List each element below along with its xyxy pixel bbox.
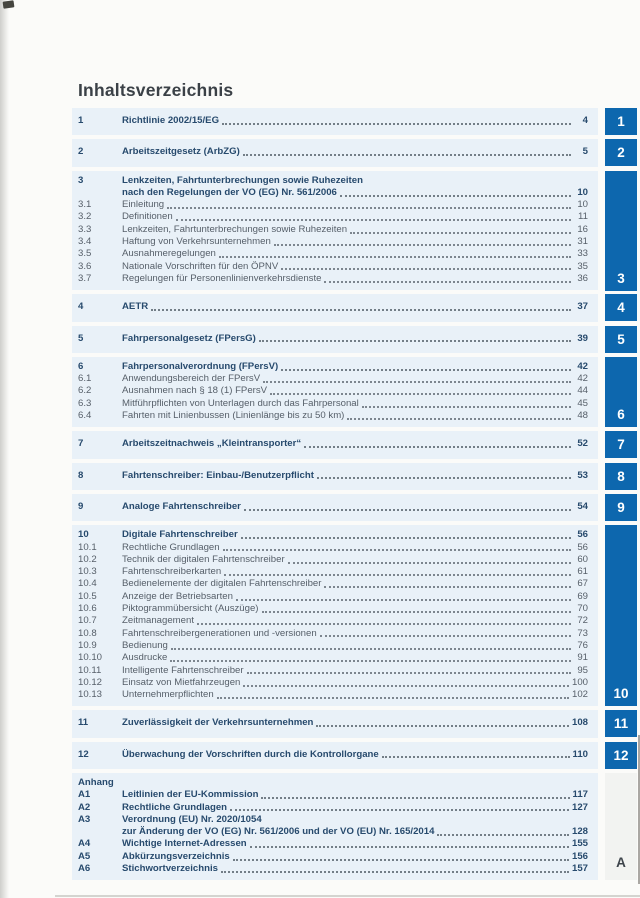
toc-entry-page: 61 [577, 566, 588, 578]
toc-entry-page: 72 [577, 615, 588, 627]
toc-entry-10.4 [78, 578, 588, 590]
toc-entry-A4 [78, 838, 588, 850]
toc-entry-3.4 [78, 236, 588, 248]
toc-block-A [72, 773, 598, 880]
toc-entry-line [78, 689, 588, 701]
toc-entry-number: 10.12 [78, 676, 103, 688]
toc-entry-title: Intelligente Fahrtenschreiber [122, 664, 244, 676]
toc-entry-number: 10.4 [78, 578, 97, 590]
toc-entry-title: Anwendungsbereich der FPersV [122, 373, 261, 385]
toc-entry-number: A4 [78, 838, 91, 850]
toc-entry-line [78, 301, 588, 313]
dot-leader [320, 635, 571, 637]
toc-entry-line [78, 578, 588, 590]
toc-entry-line [78, 851, 588, 863]
toc-entry-number: 10.1 [78, 541, 97, 553]
toc-entry-line [78, 677, 588, 689]
dot-leader [171, 648, 571, 650]
toc-entry-page: 11 [578, 211, 588, 223]
toc-entry-10.11 [78, 665, 588, 677]
toc-entry-page: 157 [571, 863, 588, 875]
toc-entry-12 [78, 749, 588, 761]
toc-entry-title: Lenkzeiten, Fahrtunterbrechungen sowie Ruhezeiten [122, 223, 348, 235]
toc-entry-Anhang [78, 777, 588, 789]
toc-entry-title: Haftung von Verkehrsunternehmen [122, 236, 271, 248]
dot-leader [340, 195, 571, 197]
scan-left-edge-shadow [0, 0, 9, 898]
toc-block-3 [72, 171, 598, 291]
dot-leader [281, 268, 571, 270]
toc-entry-number-spacer [78, 187, 122, 199]
toc-entry-number: 10.8 [78, 627, 97, 639]
toc-entry-number: 9 [78, 500, 84, 512]
toc-entry-page: 37 [577, 301, 588, 313]
toc-entry-number: 10.9 [78, 639, 97, 651]
toc-entry-number: 3.5 [78, 248, 92, 260]
toc-entry-page: 36 [577, 272, 588, 284]
toc-entry-title: Fahrtenschreibergenerationen und -versionen [122, 627, 317, 639]
toc-entry-page: 31 [577, 236, 588, 248]
toc-entry-line [78, 640, 588, 652]
toc-entry-page: 53 [577, 469, 588, 481]
dot-leader [274, 244, 571, 246]
toc-entry-line [78, 501, 588, 513]
dot-leader [230, 809, 569, 811]
toc-entry-6 [78, 361, 588, 373]
dot-leader [347, 418, 571, 420]
chapter-tab-9: 9 [605, 494, 637, 521]
toc-entry-number: 5 [78, 332, 84, 344]
dot-leader [176, 219, 571, 221]
dot-leader [243, 154, 571, 156]
dot-leader [236, 599, 571, 601]
page-title: Inhaltsverzeichnis [78, 80, 234, 100]
toc-entry-10 [78, 529, 588, 541]
toc-entry-number: 10.11 [78, 664, 102, 676]
toc-entry-number: 3.3 [78, 223, 92, 235]
dot-leader [221, 871, 569, 873]
dot-leader [382, 756, 570, 758]
toc-entry-page: 70 [577, 603, 588, 615]
toc-entry-number: A3 [78, 813, 91, 825]
toc-block-4 [72, 294, 598, 321]
toc-entry-line [78, 749, 588, 761]
toc-entry-line [78, 248, 588, 260]
toc-entry-10.9 [78, 640, 588, 652]
toc-entry-title-continued: nach den Regelungen der VO (EG) Nr. 561/2006 [122, 186, 337, 198]
toc-entry-title: Verordnung (EU) Nr. 2020/1054 [122, 813, 262, 825]
toc-entry-page: 16 [577, 223, 588, 235]
toc-entry-number: 4 [78, 301, 84, 313]
chapter-tab-10: 10 [605, 525, 637, 706]
dot-leader [241, 537, 571, 539]
toc-entry-title-continued: zur Änderung der VO (EG) Nr. 561/2006 und der VO (EU) Nr. 165/2014 [122, 826, 435, 838]
toc-entry-title: Mitführpflichten von Unterlagen durch das Fahrpersonal [122, 397, 359, 409]
toc-entry-4 [78, 301, 588, 313]
toc-entry-A6 [78, 863, 588, 875]
table-of-contents [72, 108, 598, 884]
toc-entry-number: 10.7 [78, 615, 97, 627]
toc-entry-title: Fahrten mit Linienbussen (Linienlänge bis zu 50 km) [122, 410, 345, 422]
toc-entry-page: 4 [582, 115, 588, 126]
toc-entry-title: Unternehmerpflichten [122, 689, 214, 701]
dot-leader [224, 574, 571, 576]
dot-leader [281, 369, 571, 371]
toc-entry-title: Anzeige der Betriebsarten [122, 590, 233, 602]
chapter-tab-6: 6 [605, 357, 637, 427]
chapter-tab-12: 12 [605, 742, 637, 769]
toc-entry-number: 2 [78, 146, 84, 158]
toc-entry-3.2 [78, 211, 588, 223]
toc-entry-title: Fahrtenschreiberkarten [122, 566, 222, 578]
toc-entry-line [78, 115, 588, 127]
dot-leader [261, 797, 569, 799]
toc-entry-6.4 [78, 410, 588, 422]
toc-entry-A3 [78, 814, 588, 839]
dot-leader [151, 309, 571, 311]
dot-leader [324, 281, 571, 283]
toc-entry-line [78, 224, 588, 236]
toc-entry-page: 33 [577, 248, 588, 260]
dot-leader [304, 446, 571, 448]
dot-leader [263, 381, 571, 383]
dot-leader [223, 549, 571, 551]
toc-entry-page: 91 [577, 652, 588, 664]
toc-block-2 [72, 139, 598, 166]
toc-entry-line [78, 529, 588, 541]
toc-entry-page: 128 [571, 826, 588, 838]
toc-entry-10.13 [78, 689, 588, 701]
toc-entry-number: A5 [78, 850, 91, 862]
toc-entry-page: 155 [571, 838, 588, 850]
toc-entry-number: 6 [78, 360, 84, 372]
dot-leader [197, 623, 571, 625]
dot-leader [259, 340, 571, 342]
toc-entry-2 [78, 146, 588, 158]
dot-leader [244, 509, 571, 511]
toc-entry-page: 108 [571, 717, 588, 729]
toc-entry-3.7 [78, 273, 588, 285]
toc-entry-line [78, 628, 588, 640]
scan-corner-artifact [3, 0, 15, 8]
toc-entry-page: 127 [571, 801, 588, 813]
toc-entry-title: Einsatz von Mietfahrzeugen [122, 676, 241, 688]
dot-leader [288, 562, 571, 564]
toc-entry-title: Regelungen für Personenlinienverkehrsdienste [122, 272, 322, 284]
toc-entry-A1 [78, 789, 588, 801]
toc-entry-title: Ausnahmeregelungen [122, 248, 216, 260]
toc-entry-10.10 [78, 652, 588, 664]
toc-entry-10.5 [78, 591, 588, 603]
toc-entry-number: 3.2 [78, 211, 92, 223]
toc-entry-number-spacer [78, 826, 122, 838]
toc-entry-line [78, 717, 588, 729]
toc-entry-number: A6 [78, 863, 91, 875]
toc-entry-title: Lenkzeiten, Fahrtunterbrechungen sowie Ruhezeiten [122, 174, 363, 186]
dot-leader [233, 859, 569, 861]
toc-entry-A2 [78, 802, 588, 814]
toc-entry-line [78, 211, 588, 223]
toc-entry-number: 10.10 [78, 652, 103, 664]
toc-entry-page: 48 [577, 410, 588, 422]
toc-entry-title: Digitale Fahrtenschreiber [122, 529, 238, 541]
chapter-tab-11: 11 [605, 710, 637, 737]
dot-leader [167, 207, 571, 209]
dot-leader [270, 393, 571, 395]
dot-leader [217, 697, 569, 699]
toc-entry-number: 10.2 [78, 553, 97, 565]
toc-entry-number: 6.3 [78, 397, 92, 409]
chapter-tab-8: 8 [605, 463, 637, 490]
dot-leader [262, 611, 572, 613]
toc-entry-title: Definitionen [122, 211, 173, 223]
toc-entry-7 [78, 438, 588, 450]
toc-entry-page: 56 [577, 529, 588, 541]
toc-entry-line [78, 410, 588, 422]
dot-leader [170, 660, 571, 662]
toc-entry-10.3 [78, 566, 588, 578]
toc-entry-page: 39 [577, 332, 588, 344]
toc-entry-page: 100 [571, 676, 588, 688]
toc-entry-line [78, 591, 588, 603]
toc-entry-title: Rechtliche Grundlagen [122, 801, 228, 813]
toc-entry-page: 69 [577, 590, 588, 602]
toc-entry-number: 1 [78, 115, 84, 126]
toc-entry-title: Überwachung der Vorschriften durch die Kontrollorgane [122, 748, 379, 760]
toc-entry-title: Ausdrucke [122, 652, 168, 664]
toc-entry-title: Rechtliche Grundlagen [122, 541, 220, 553]
toc-entry-line [78, 146, 588, 158]
toc-entry-number: A1 [78, 789, 91, 801]
dot-leader [250, 846, 569, 848]
toc-entry-line [78, 652, 588, 664]
toc-entry-title: Arbeitszeitgesetz (ArbZG) [122, 146, 240, 158]
toc-entry-number: 3.7 [78, 272, 92, 284]
toc-entry-number: Anhang [78, 776, 114, 788]
toc-block-5 [72, 326, 598, 353]
dot-leader [316, 725, 569, 727]
toc-entry-9 [78, 501, 588, 513]
toc-block-6 [72, 357, 598, 427]
toc-entry-number: 10.3 [78, 566, 97, 578]
toc-entry-3.6 [78, 261, 588, 273]
toc-entry-title: Wichtige Internet-Adressen [122, 838, 247, 850]
toc-entry-line [78, 273, 588, 285]
toc-entry-line [78, 863, 588, 875]
dot-leader [243, 685, 569, 687]
toc-entry-6.1 [78, 373, 588, 385]
toc-entry-line [78, 838, 588, 850]
toc-block-11 [72, 710, 598, 737]
toc-entry-number: 6.4 [78, 410, 92, 422]
toc-entry-line [78, 361, 588, 373]
chapter-tab-4: 4 [605, 294, 637, 321]
toc-entry-line [78, 175, 588, 187]
toc-block-1 [72, 108, 598, 135]
toc-block-9 [72, 494, 598, 521]
toc-entry-number: 3.4 [78, 236, 92, 248]
chapter-tab-2: 2 [605, 139, 637, 166]
toc-entry-6.3 [78, 398, 588, 410]
dot-leader [324, 586, 571, 588]
dot-leader [437, 834, 569, 836]
chapter-tab-rail [605, 0, 637, 898]
toc-entry-line [78, 373, 588, 385]
toc-block-8 [72, 463, 598, 490]
toc-entry-10.6 [78, 603, 588, 615]
toc-entry-title: Fahrtenschreiber: Einbau-/Benutzerpflicht [122, 469, 314, 481]
toc-entry-1 [78, 115, 588, 127]
toc-entry-6.2 [78, 385, 588, 397]
toc-entry-line [78, 398, 588, 410]
toc-entry-title: Einleitung [122, 199, 165, 211]
toc-entry-10.1 [78, 542, 588, 554]
dot-leader [362, 406, 571, 408]
toc-entry-title: Ausnahmen nach § 18 (1) FPersV [122, 385, 268, 397]
toc-entry-title: Bedienung [122, 639, 168, 651]
toc-entry-line [78, 333, 588, 345]
toc-entry-line [78, 199, 588, 211]
toc-entry-line [78, 789, 588, 801]
toc-entry-title: Zuverlässigkeit der Verkehrsunternehmen [122, 717, 314, 729]
dot-leader [219, 256, 571, 258]
dot-leader [247, 672, 571, 674]
toc-entry-line [78, 261, 588, 273]
toc-entry-10.2 [78, 554, 588, 566]
toc-entry-page: 117 [572, 789, 588, 801]
toc-entry-page: 67 [577, 578, 588, 590]
toc-entry-number: 3.6 [78, 260, 92, 272]
dot-leader [350, 232, 571, 234]
toc-entry-number: 6.1 [78, 373, 92, 385]
toc-entry-page: 5 [582, 146, 588, 158]
toc-entry-line [78, 777, 588, 789]
scan-bottom-edge-line [55, 895, 640, 897]
toc-entry-3.1 [78, 199, 588, 211]
toc-entry-line [78, 603, 588, 615]
toc-entry-line [78, 802, 588, 814]
toc-entry-page: 156 [571, 850, 588, 862]
toc-entry-number: 3 [78, 174, 84, 186]
toc-entry-page: 35 [577, 260, 588, 272]
toc-entry-number: A2 [78, 801, 91, 813]
toc-entry-page: 76 [577, 639, 588, 651]
chapter-tab-3: 3 [605, 171, 637, 291]
toc-block-7 [72, 431, 598, 458]
toc-entry-title: Abkürzungsverzeichnis [122, 850, 230, 862]
toc-entry-title: Arbeitszeitnachweis „Kleintransporter“ [122, 438, 302, 450]
chapter-tab-A: A [605, 773, 637, 880]
toc-entry-5 [78, 333, 588, 345]
toc-block-10 [72, 525, 598, 706]
toc-entry-page: 54 [577, 500, 588, 512]
toc-entry-line [78, 542, 588, 554]
toc-entry-3.5 [78, 248, 588, 260]
toc-entry-title: Zeitmanagement [122, 615, 194, 627]
toc-entry-page: 102 [571, 689, 588, 701]
toc-entry-page: 52 [577, 438, 588, 450]
toc-entry-line [78, 236, 588, 248]
toc-block-12 [72, 742, 598, 769]
toc-entry-line [78, 438, 588, 450]
chapter-tab-1: 1 [605, 108, 637, 135]
toc-entry-line [78, 665, 588, 677]
dot-leader [222, 123, 571, 125]
toc-entry-number: 10.6 [78, 603, 97, 615]
toc-entry-title: Analoge Fahrtenschreiber [122, 500, 241, 512]
toc-entry-title: Nationale Vorschriften für den ÖPNV [122, 260, 279, 272]
toc-entry-line [78, 554, 588, 566]
toc-entry-11 [78, 717, 588, 729]
toc-entry-line2 [78, 187, 588, 199]
toc-entry-title: Fahrpersonalgesetz (FPersG) [122, 332, 256, 344]
toc-entry-page: 60 [577, 553, 588, 565]
toc-entry-number: 7 [78, 438, 84, 450]
chapter-tab-7: 7 [605, 431, 637, 458]
toc-entry-page: 73 [577, 627, 588, 639]
toc-entry-8 [78, 470, 588, 482]
toc-entry-3.3 [78, 224, 588, 236]
toc-entry-number: 3.1 [78, 199, 92, 211]
toc-entry-number: 10.5 [78, 590, 97, 602]
toc-entry-10.7 [78, 615, 588, 627]
toc-entry-3 [78, 175, 588, 200]
toc-entry-line [78, 566, 588, 578]
toc-entry-page: 44 [577, 385, 588, 397]
toc-entry-number: 11 [78, 717, 89, 729]
toc-entry-page: 45 [577, 397, 588, 409]
toc-entry-10.12 [78, 677, 588, 689]
toc-entry-number: 6.2 [78, 385, 92, 397]
toc-entry-line2 [78, 826, 588, 838]
toc-entry-number: 10 [78, 529, 89, 541]
toc-entry-line [78, 470, 588, 482]
toc-entry-title: Fahrpersonalverordnung (FPersV) [122, 360, 279, 372]
toc-entry-title: AETR [122, 301, 149, 313]
toc-entry-page: 95 [577, 664, 588, 676]
toc-entry-title: Bedienelemente der digitalen Fahrtenschreiber [122, 578, 322, 590]
toc-entry-page: 42 [577, 373, 588, 385]
toc-entry-number: 8 [78, 469, 84, 481]
toc-entry-page: 110 [572, 748, 588, 760]
toc-entry-page: 42 [577, 360, 588, 372]
toc-entry-page: 56 [577, 541, 588, 553]
toc-entry-number: 12 [78, 748, 89, 760]
chapter-tab-5: 5 [605, 326, 637, 353]
toc-entry-title: Piktogrammübersicht (Auszüge) [122, 603, 259, 615]
toc-entry-page: 10 [577, 199, 588, 211]
toc-entry-number: 10.13 [78, 689, 103, 701]
toc-entry-A5 [78, 851, 588, 863]
toc-entry-title: Stichwortverzeichnis [122, 863, 218, 875]
toc-entry-title: Leitlinien der EU-Kommission [122, 789, 259, 801]
toc-entry-line [78, 814, 588, 826]
toc-entry-line [78, 615, 588, 627]
toc-entry-line [78, 385, 588, 397]
toc-entry-title: Technik der digitalen Fahrtenschreiber [122, 553, 285, 565]
toc-entry-10.8 [78, 628, 588, 640]
toc-entry-page: 10 [577, 186, 588, 198]
dot-leader [317, 477, 571, 479]
toc-entry-title: Richtlinie 2002/15/EG [122, 115, 220, 126]
